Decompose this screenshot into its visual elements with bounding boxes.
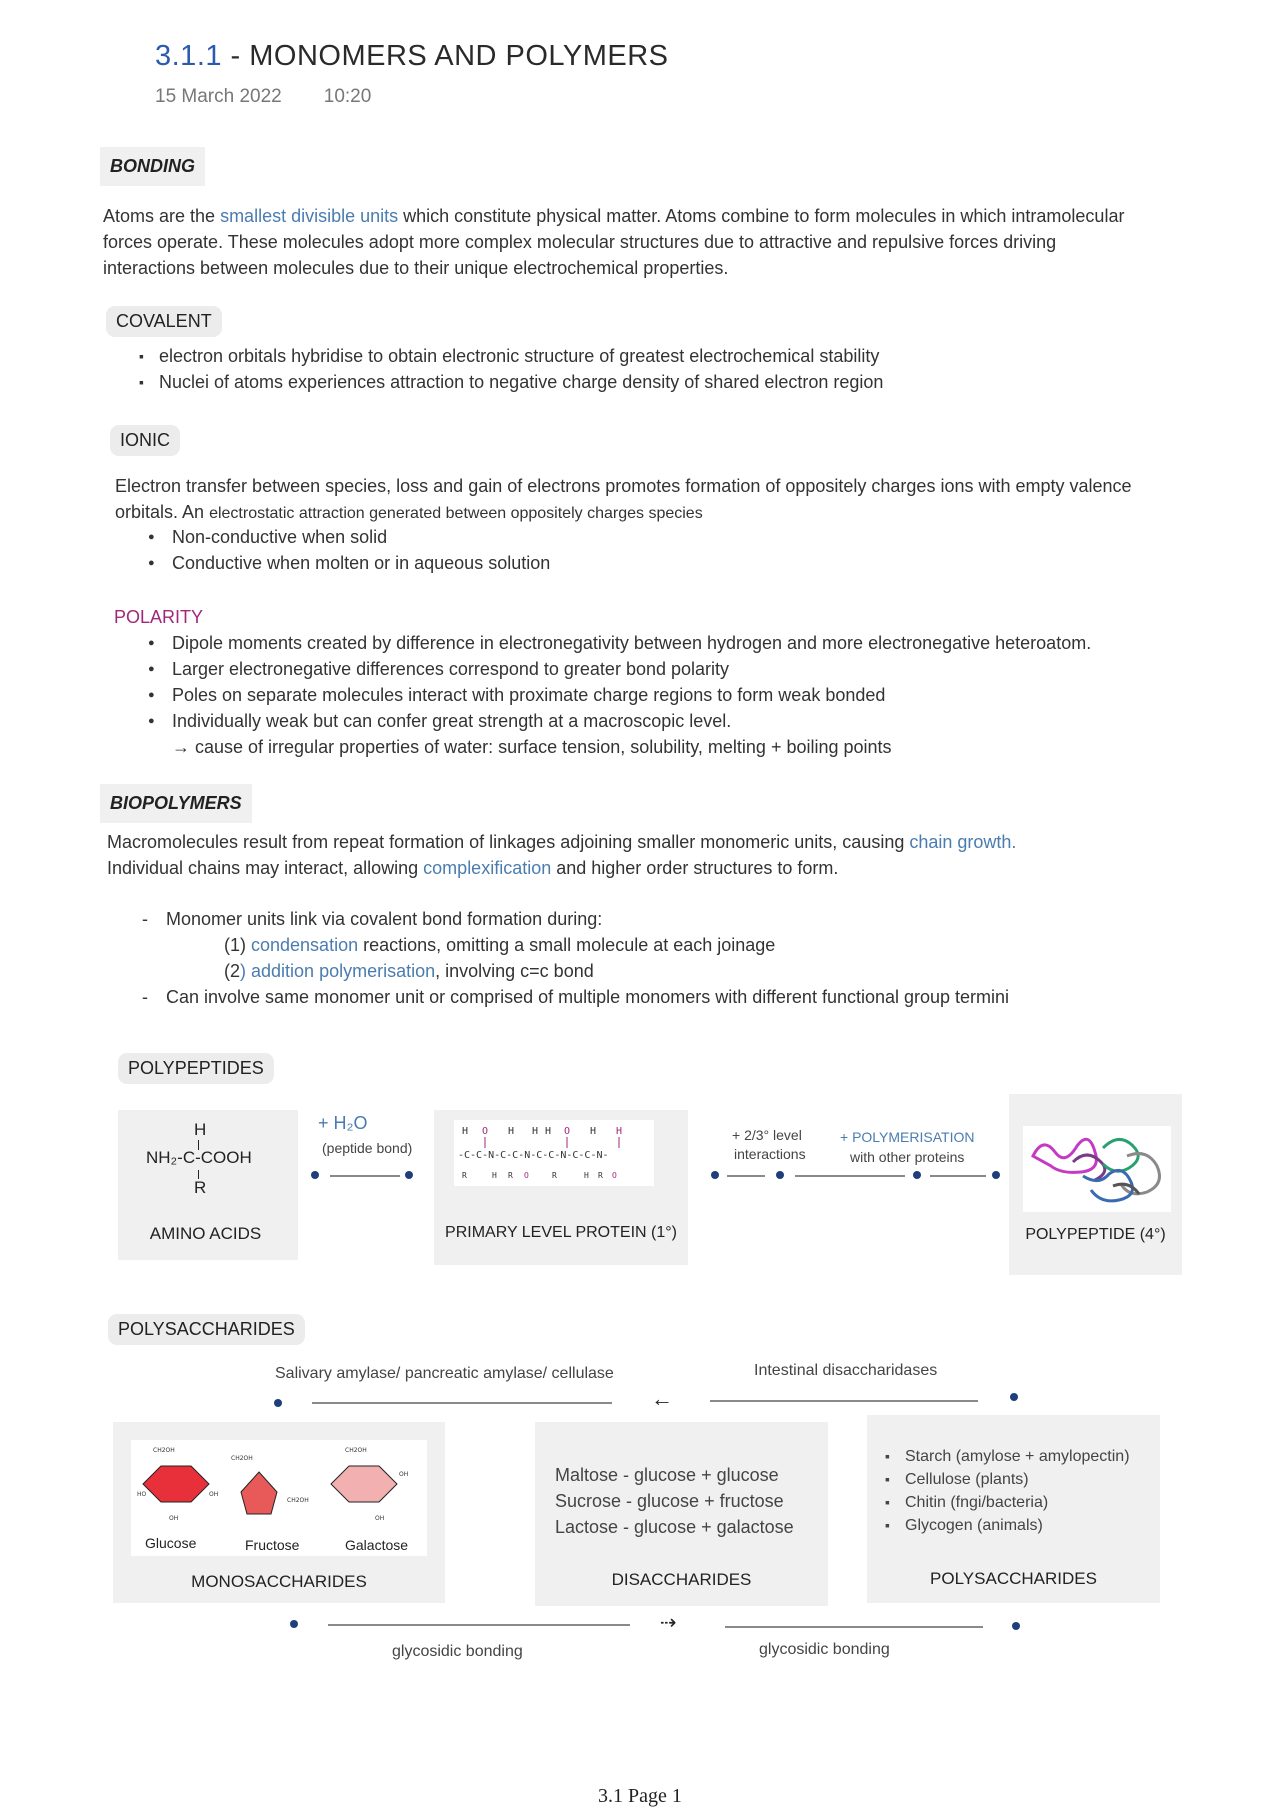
bonding-heading: BONDING [100,147,205,186]
svg-text:CH2OH: CH2OH [153,1447,175,1454]
polymerisation-sub: with other proteins [850,1149,965,1165]
biopolymers-paragraph [107,829,1227,881]
glycosidic-label-1: glycosidic bonding [392,1643,523,1660]
sub-item-2 [142,958,1242,984]
covalent-list [135,343,1175,395]
flow-node [274,1399,282,1407]
sub-num: (2 [224,961,241,981]
flow-line [930,1175,986,1177]
bio-highlight-1: chain growth. [909,832,1017,852]
protein-structure-image [1023,1126,1171,1212]
svg-text:OH: OH [169,1515,179,1522]
sub-item-1 [142,932,1242,958]
title-number: 3.1.1 [155,40,222,72]
svg-text:O: O [564,1126,571,1137]
page-meta [155,86,371,108]
list-item: ▪ Starch (amylose + amylopectin) [881,1445,1130,1468]
water-label: + H₂O [318,1113,368,1133]
monosaccharides-label: MONOSACCHARIDES [191,1572,367,1591]
list-item: Lactose - glucose + galactose [555,1517,794,1537]
biopolymers-line-1 [107,829,1227,855]
page-title [155,40,669,73]
list-item: ● Dipole moments created by difference in electronegativity between hydrogen and more electronegative heteroatom. [142,630,1242,656]
peptide-chain-diagram [454,1120,654,1186]
polarity-heading: POLARITY [114,607,204,627]
list-item: ▪ Glycogen (animals) [881,1514,1130,1537]
sub-link: condensation [251,935,359,955]
list-item: Maltose - glucose + glucose [555,1465,779,1485]
list-item: ● Conductive when molten or in aqueous solution [142,550,1042,576]
page-time: 10:20 [323,86,372,107]
bonding-paragraph [103,203,1133,281]
list-item: ● Poles on separate molecules interact with proximate charge regions to form weak bonded [142,682,1242,708]
svg-text:H: H [532,1126,539,1137]
svg-text:O: O [482,1126,489,1137]
svg-text:CH2OH: CH2OH [287,1497,309,1504]
ionic-text-b: electrostatic attraction generated between oppositely charges species [209,505,703,522]
ionic-paragraph [115,473,1145,527]
svg-text:R: R [598,1171,603,1180]
biopolymers-heading: BIOPOLYMERS [100,784,252,823]
flow-node [776,1171,784,1179]
sub-rest: reactions, omitting a small molecule at each joinage [358,935,776,955]
sub-link: ) addition polymerisation [240,961,436,981]
peptide-bond-note: (peptide bond) [322,1140,413,1156]
amino-acids-box [118,1110,298,1260]
page-number: 3.1 Page 1 [598,1785,682,1807]
amino-r: R [194,1178,207,1197]
flow-node [1012,1622,1020,1630]
list-item: ▪ electron orbitals hybridise to obtain electronic structure of greatest electrochemical stability [135,343,1175,369]
flow-node [290,1620,298,1628]
right-arrow-icon: ⇢ [660,1612,677,1634]
flow-line [725,1626,983,1628]
flow-line [795,1175,905,1177]
bonding-text-b: which constitute physical matter. Atoms combine to form molecules in which intramolecular forces operate. These molecules adopt more complex molecular structures due to attractive and repulsive forces driving interactions between molecules due to their unique electrochemical properties. [103,206,1125,278]
polysaccharides-label: POLYSACCHARIDES [930,1569,1097,1588]
disaccharides-label: DISACCHARIDES [611,1570,752,1589]
svg-text:H: H [616,1126,623,1137]
svg-text:H: H [590,1126,597,1137]
polysaccharides-box [867,1415,1160,1603]
flow-node [311,1171,319,1179]
polysaccharides-heading: POLYSACCHARIDES [108,1314,305,1345]
list-item: ● Non-conductive when solid [142,524,1042,550]
polysaccharides-list [881,1445,1130,1537]
svg-text:H: H [545,1126,552,1137]
dash-item: - Monomer units link via covalent bond formation during: [142,909,603,929]
dash-text: Can involve same monomer unit or comprised of multiple monomers with different functional group termini [166,987,1010,1007]
polarity-list [142,630,1242,760]
bio-text-2: Individual chains may interact, allowing [107,858,424,878]
primary-protein-box [434,1110,688,1265]
left-arrow-icon: ← [651,1386,673,1411]
bio-text-3: and higher order structures to form. [551,858,839,878]
bio-highlight-2: complexification [423,858,552,878]
svg-text:OH: OH [399,1471,409,1478]
sugar-rings-diagram [131,1440,427,1556]
svg-text:CH2OH: CH2OH [345,1447,367,1454]
svg-text:H: H [584,1171,589,1180]
flow-node [405,1171,413,1179]
svg-text:OH: OH [209,1491,219,1498]
polypeptides-heading: POLYPEPTIDES [118,1053,274,1084]
level-note-2: interactions [734,1146,806,1162]
svg-text:CH2OH: CH2OH [231,1455,253,1462]
svg-text:O: O [524,1171,529,1180]
svg-text:R: R [552,1171,557,1180]
svg-text:H: H [508,1126,515,1137]
svg-text:R: R [462,1171,467,1180]
amino-h: H [194,1120,207,1139]
sub-rest: , involving c=c bond [435,961,594,981]
amino-formula: NH₂-C-COOH [146,1148,252,1167]
glycosidic-label-2: glycosidic bonding [759,1641,890,1658]
polymerisation-note: + POLYMERISATION [840,1129,975,1145]
flow-line [312,1402,612,1404]
biopolymers-dash-list [142,906,1242,1010]
ionic-list [142,524,1042,576]
flow-node [992,1171,1000,1179]
list-item: ▪ Chitin (fngi/bacteria) [881,1491,1130,1514]
flow-node [913,1171,921,1179]
polypeptide-box [1009,1094,1182,1275]
list-item: ▪ Nuclei of atoms experiences attraction to negative charge density of shared electron region [135,369,1175,395]
biopolymers-line-2 [107,855,1227,881]
flow-line [328,1624,630,1626]
disaccharides-box [535,1422,828,1606]
amino-acids-label: AMINO ACIDS [149,1224,262,1243]
enzymes-label: Salivary amylase/ pancreatic amylase/ cellulase [275,1365,614,1382]
svg-text:O: O [612,1171,617,1180]
title-text: - MONOMERS AND POLYMERS [222,40,669,72]
flow-node [711,1171,719,1179]
svg-text:OH: OH [375,1515,385,1522]
ionic-text-a: Electron transfer between species, loss and gain of electrons promotes formation of oppositely charges ions with empty valence orbitals. An [115,476,1132,522]
bonding-highlight: smallest divisible units [220,206,399,226]
disaccharides-list [555,1462,794,1540]
list-item: ▪ Cellulose (plants) [881,1468,1130,1491]
svg-text:R: R [508,1171,513,1180]
flow-line [330,1175,400,1177]
bonding-text-a: Atoms are the [103,206,221,226]
dash-item: - Can involve same monomer unit or comprised of multiple monomers with different functional group termini [142,987,1010,1007]
svg-text:H: H [462,1126,469,1137]
flow-line [710,1400,978,1402]
list-item: ● Individually weak but can confer great strength at a macroscopic level. [142,708,1242,734]
sugar-fructose: Fructose [245,1537,300,1553]
sugar-glucose: Glucose [145,1535,197,1551]
monosaccharides-box [113,1422,445,1603]
list-item: Sucrose - glucose + fructose [555,1491,784,1511]
sub-num: (1) [224,935,251,955]
flow-node [1010,1393,1018,1401]
list-item: ● Larger electronegative differences correspond to greater bond polarity [142,656,1242,682]
flow-line [727,1175,765,1177]
dash-text: Monomer units link via covalent bond formation during: [166,909,603,929]
intestinal-label: Intestinal disaccharidases [754,1362,938,1379]
ionic-heading: IONIC [110,425,180,456]
level-note-1: + 2/3° level [732,1127,802,1143]
page-date: 15 March 2022 [155,86,282,107]
bio-text-1: Macromolecules result from repeat formation of linkages adjoining smaller monomeric units, causing [107,832,910,852]
covalent-heading: COVALENT [106,306,222,337]
svg-text:H: H [492,1171,497,1180]
svg-text:-C-C-N-C-C-N-C-C-N-C-C-N-: -C-C-N-C-C-N-C-C-N-C-C-N- [458,1150,609,1161]
svg-text:HO: HO [137,1491,147,1498]
polypeptide-label: POLYPEPTIDE (4°) [1025,1226,1166,1243]
polarity-note: → cause of irregular properties of water: surface tension, solubility, melting + boiling points [172,737,892,757]
primary-protein-label: PRIMARY LEVEL PROTEIN (1°) [445,1224,677,1241]
sugar-galactose: Galactose [345,1537,409,1553]
